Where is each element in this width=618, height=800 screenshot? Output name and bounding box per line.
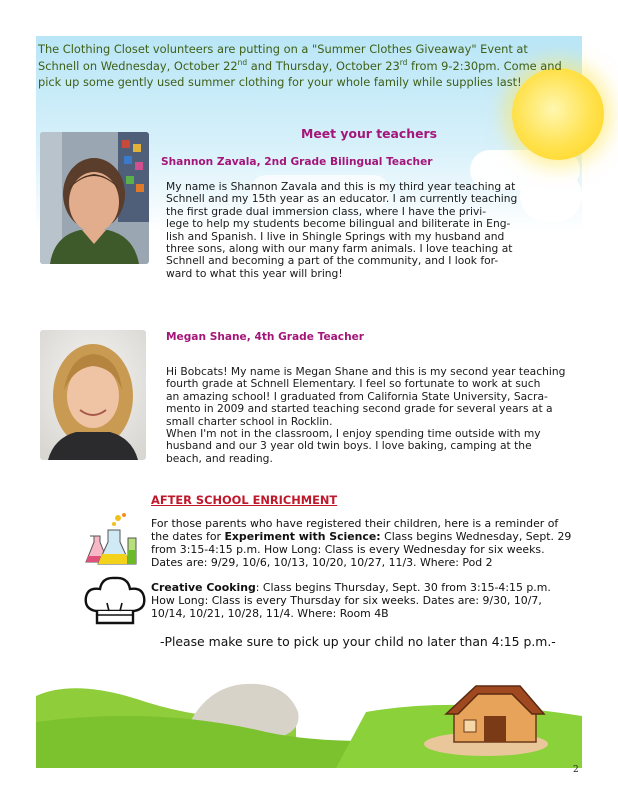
science-line: the dates for Experiment with Science: Class begins Wednesday, Sept. 29	[151, 530, 572, 544]
pickup-reminder: -Please make sure to pick up your child no later than 4:15 p.m.-	[160, 634, 556, 649]
teacher-photo-megan	[40, 330, 146, 460]
bio-line: small charter school in Rocklin.	[166, 414, 333, 428]
chef-hat-icon	[82, 575, 148, 627]
bio-line: Schnell and my 15th year as an educator. I am currently teaching	[166, 192, 518, 206]
bio-line: Schnell and becoming a part of the community, and I look for-	[166, 254, 499, 268]
teacher-photo-shannon	[40, 132, 149, 264]
bio-line: husband and our 3 year old twin boys. I love baking, camping at the	[166, 439, 532, 453]
teacher-bio-shannon	[166, 181, 586, 280]
bio-line: three sons, along with our many farm animals. I love teaching at	[166, 242, 513, 256]
teacher-name-shannon: Shannon Zavala, 2nd Grade Bilingual Teacher	[161, 156, 433, 168]
science-line: Dates are: 9/29, 10/6, 10/13, 10/20, 10/27, 11/3. Where: Pod 2	[151, 556, 493, 570]
page-number: 2	[573, 765, 579, 775]
bio-line: fourth grade at Schnell Elementary. I feel so fortunate to work at such	[166, 377, 541, 391]
bio-line: Hi Bobcats! My name is Megan Shane and this is my second year teaching	[166, 365, 566, 378]
cooking-line: How Long: Class is every Thursday for six weeks. Dates are: 9/30, 10/7,	[151, 594, 542, 608]
bio-line: lish and Spanish. I live in Shingle Springs with my husband and	[166, 229, 505, 243]
cooking-class-name: Creative Cooking	[151, 581, 256, 594]
science-line: from 3:15-4:15 p.m. How Long: Class is every Wednesday for six weeks.	[151, 543, 545, 557]
bio-line: an amazing school! I graduated from California State University, Sacra-	[166, 389, 548, 403]
science-beakers-icon	[84, 512, 142, 568]
bio-line: When I'm not in the classroom, I enjoy spending time outside with my	[166, 427, 541, 441]
teacher-name-megan: Megan Shane, 4th Grade Teacher	[166, 331, 365, 343]
bio-line: ward to what this year will bring!	[166, 266, 343, 280]
announcement-text: The Clothing Closet volunteers are putting on a "Summer Clothes Giveaway" Event at Schnell on Wednesday, October 22nd and Thursday, October 23rd from 9-2:30pm. Come and pick up some gently used summer clothing for your whole family while supplies last!	[38, 42, 562, 89]
section-title: Meet your teachers	[301, 126, 437, 141]
cooking-line: Creative Cooking: Class begins Thursday, Sept. 30 from 3:15-4:15 p.m.	[151, 581, 551, 594]
bio-line: beach, and reading.	[166, 451, 273, 465]
science-class-name: Experiment with Science:	[224, 530, 381, 544]
science-class-info	[151, 517, 591, 569]
cooking-class-info	[151, 581, 591, 620]
bio-line: My name is Shannon Zavala and this is my third year teaching at	[166, 180, 516, 193]
barn-icon	[446, 686, 544, 742]
science-line: For those parents who have registered their children, here is a reminder of	[151, 517, 559, 530]
bio-line: lege to help my students become bilingual and biliterate in Eng-	[166, 217, 511, 231]
bio-line: mento in 2009 and started teaching second grade for several years at a	[166, 402, 553, 416]
landscape-illustration	[36, 672, 582, 768]
teacher-bio-megan	[166, 366, 586, 465]
enrichment-heading: AFTER SCHOOL ENRICHMENT	[151, 493, 338, 507]
bio-line: the first grade dual immersion class, where I have the privi-	[166, 204, 487, 218]
cooking-line: 10/14, 10/21, 10/28, 11/4. Where: Room 4B	[151, 607, 389, 621]
